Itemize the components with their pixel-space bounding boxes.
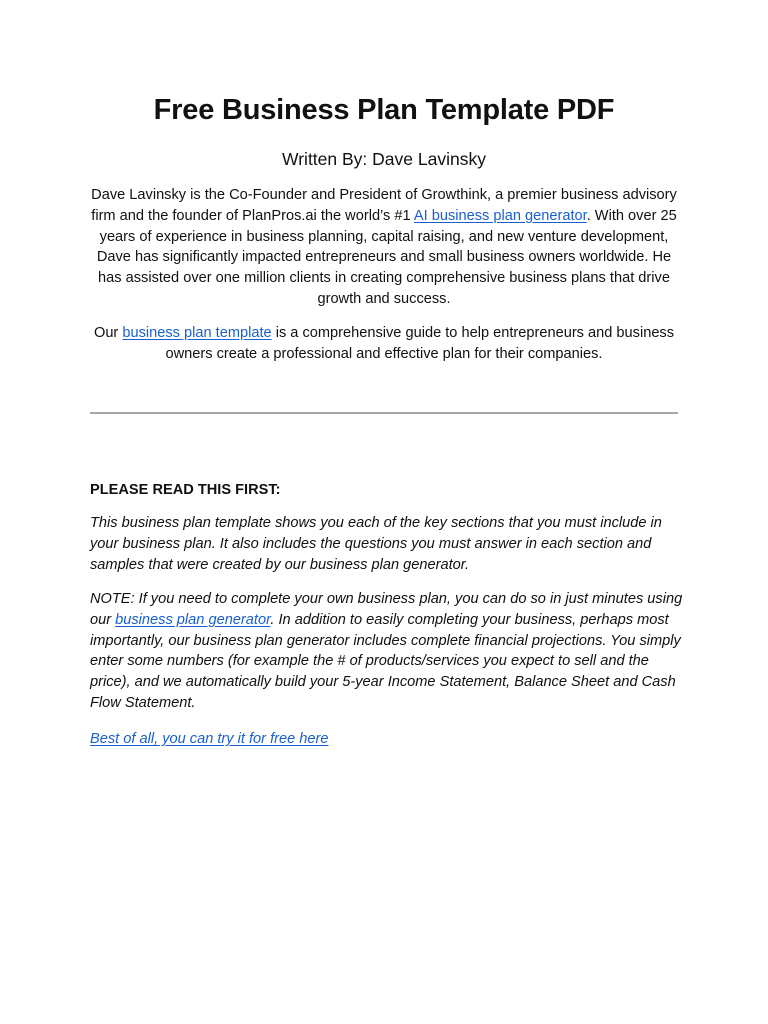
note-text-1: NOTE: If you need to complete your own business plan, you can do so in just minutes using our xyxy=(90,591,683,628)
bio-text-1: Dave Lavinsky is the Co-Founder and President of Growthink, a premier business advisory firm and the founder of PlanPros.ai the world’s #1 xyxy=(91,187,677,224)
intro-text-2: is a comprehensive guide to help entrepreneurs and business owners create a professional and effective plan for their companies. xyxy=(165,325,675,362)
try-free-link[interactable]: Best of all, you can try it for free here xyxy=(90,731,329,747)
note-text-2: . In addition to easily completing your business, perhaps most importantly, our business plan generator includes complete financial projections. You simply enter some numbers (for example the # of products/services you expect to sell and the price), and we automatically build your 5-year Income Statement, Balance Sheet and Cash Flow Statement. xyxy=(90,611,681,711)
author-bio xyxy=(84,185,684,310)
business-plan-template-link[interactable]: business plan template xyxy=(122,325,272,341)
author-line: Written By: Dave Lavinsky xyxy=(282,149,486,169)
horizontal-divider xyxy=(90,412,678,414)
free-trial-paragraph xyxy=(90,729,690,750)
read-first-heading: PLEASE READ THIS FIRST: xyxy=(90,482,281,498)
page-title: Free Business Plan Template PDF xyxy=(153,94,615,126)
intro-text-1: Our xyxy=(93,325,123,341)
bio-text-2: . With over 25 years of experience in business planning, capital raising, and new venture development, Dave has significantly impacted entrepreneurs and small business owners worldwide. He has assisted over one million clients in creating comprehensive business plans that drive growth and success. xyxy=(96,207,677,307)
template-intro xyxy=(84,323,684,365)
ai-business-plan-generator-link[interactable]: AI business plan generator xyxy=(413,207,587,224)
template-description-paragraph: This business plan template shows you each of the key sections that you must include in your business plan. It also includes the questions you must answer in each section and samples that were created by our business plan generator. xyxy=(90,515,662,573)
note-paragraph xyxy=(90,589,690,714)
business-plan-generator-link[interactable]: business plan generator xyxy=(115,611,271,628)
